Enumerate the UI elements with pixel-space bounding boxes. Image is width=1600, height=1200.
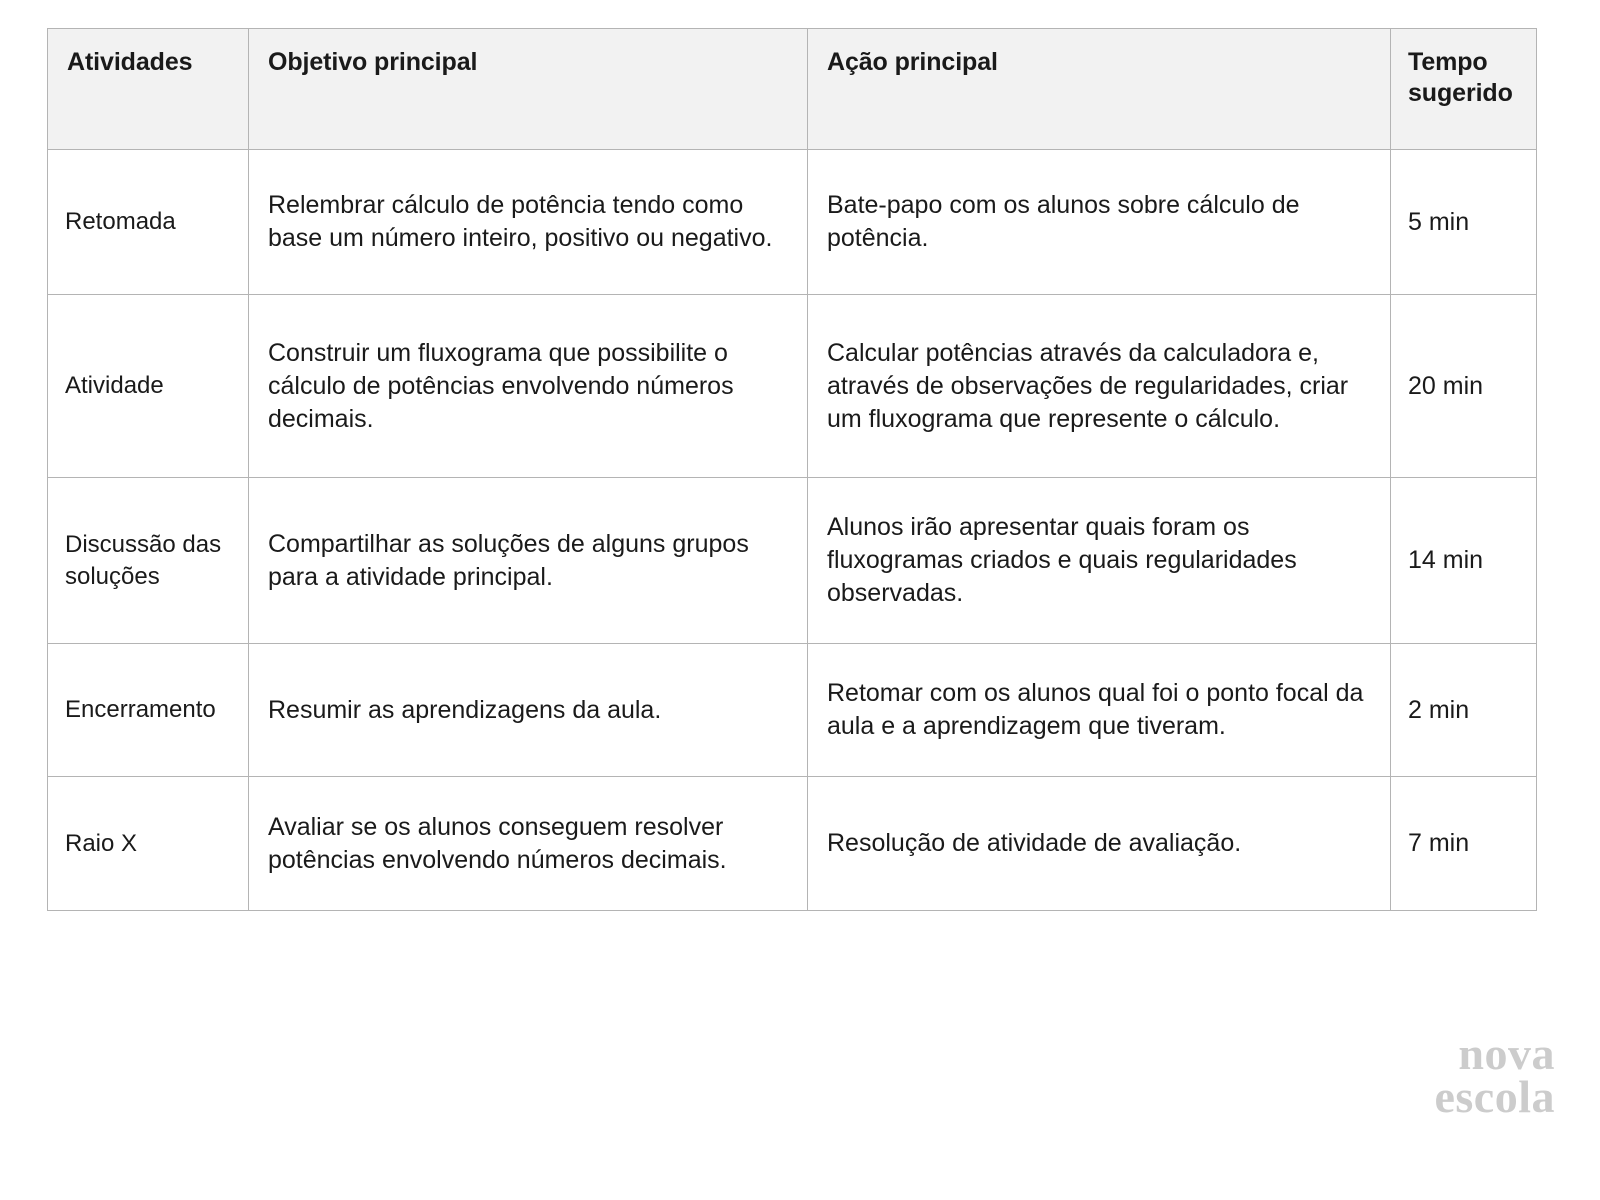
cell-tempo: 14 min xyxy=(1391,478,1537,644)
column-header-acao-principal: Ação principal xyxy=(808,29,1391,150)
table-body xyxy=(48,150,1537,911)
cell-acao: Bate-papo com os alunos sobre cálculo de potência. xyxy=(808,150,1391,295)
cell-objetivo: Relembrar cálculo de potência tendo como base um número inteiro, positivo ou negativo. xyxy=(249,150,808,295)
column-header-atividades: Atividades xyxy=(48,29,249,150)
table-row xyxy=(48,478,1537,644)
cell-tempo: 7 min xyxy=(1391,777,1537,911)
nova-escola-logo xyxy=(1434,1028,1555,1122)
cell-atividade: Discussão das soluções xyxy=(48,478,249,644)
column-header-tempo-line2: sugerido xyxy=(1408,78,1513,107)
cell-atividade: Raio X xyxy=(48,777,249,911)
lesson-plan-table-container xyxy=(47,28,1536,911)
logo-line-escola: escola xyxy=(1434,1070,1555,1122)
cell-objetivo: Compartilhar as soluções de alguns grupos para a atividade principal. xyxy=(249,478,808,644)
table-row xyxy=(48,295,1537,478)
cell-objetivo: Avaliar se os alunos conseguem resolver potências envolvendo números decimais. xyxy=(249,777,808,911)
cell-atividade: Encerramento xyxy=(48,644,249,777)
logo-line-nova: nova xyxy=(1458,1028,1555,1080)
cell-objetivo: Construir um fluxograma que possibilite o cálculo de potências envolvendo números decimais. xyxy=(249,295,808,478)
cell-tempo: 20 min xyxy=(1391,295,1537,478)
cell-acao: Resolução de atividade de avaliação. xyxy=(808,777,1391,911)
cell-acao: Retomar com os alunos qual foi o ponto focal da aula e a aprendizagem que tiveram. xyxy=(808,644,1391,777)
cell-acao: Calcular potências através da calculadora e, através de observações de regularidades, criar um fluxograma que represente o cálculo. xyxy=(808,295,1391,478)
lesson-plan-table xyxy=(47,28,1537,911)
table-header xyxy=(48,29,1537,150)
column-header-tempo-sugerido xyxy=(1391,29,1537,150)
column-header-tempo-line1: Tempo xyxy=(1408,48,1488,76)
table-row xyxy=(48,150,1537,295)
cell-tempo: 5 min xyxy=(1391,150,1537,295)
table-row xyxy=(48,644,1537,777)
cell-tempo: 2 min xyxy=(1391,644,1537,777)
column-header-objetivo-principal: Objetivo principal xyxy=(249,29,808,150)
cell-atividade: Atividade xyxy=(48,295,249,478)
cell-atividade: Retomada xyxy=(48,150,249,295)
table-row xyxy=(48,777,1537,911)
cell-objetivo: Resumir as aprendizagens da aula. xyxy=(249,644,808,777)
cell-acao: Alunos irão apresentar quais foram os fluxogramas criados e quais regularidades observadas. xyxy=(808,478,1391,644)
table-header-row xyxy=(48,29,1537,150)
